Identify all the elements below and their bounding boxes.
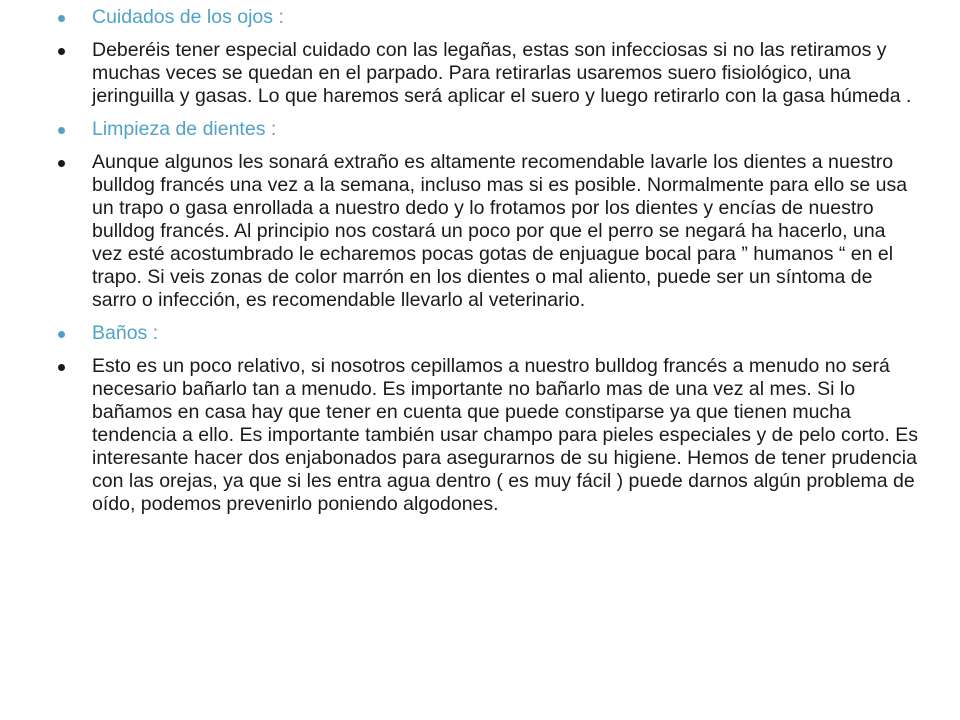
bullet-dot-icon — [58, 48, 65, 55]
heading-baths: Baños : — [92, 322, 159, 344]
heading-teeth-cleaning: Limpieza de dientes : — [92, 118, 277, 140]
bullet-dot-icon — [58, 160, 65, 167]
bullet-dot-icon — [58, 127, 65, 134]
bullet-dot-icon — [58, 364, 65, 371]
paragraph-eye-care: Deberéis tener especial cuidado con las legañas, estas son infecciosas si no las retiramos y muchas veces se quedan en el parpado. Para retirarlas usaremos suero fisiológico, una jeringuilla y gasas. Lo que haremos será aplicar el suero y luego retirarlo con la gasa húmeda . — [92, 39, 912, 107]
bullet-dot-icon — [58, 331, 65, 338]
bullet-heading-eye-care — [58, 6, 918, 29]
bullet-list — [58, 6, 918, 526]
paragraph-teeth-cleaning: Aunque algunos les sonará extraño es altamente recomendable lavarle los dientes a nuestro bulldog francés una vez a la semana, incluso mas si es posible. Normalmente para ello se usa un trapo o gasa enrollada a nuestro dedo y lo frotamos por los dientes y encías de nuestro bulldog francés. Al principio nos costará un poco por que el perro se negará ha hacerlo, una vez esté acostumbrado le echaremos pocas gotas de enjuague bocal para ” humanos “ en el trapo. Si veis zonas de color marrón en los dientes o mal aliento, puede ser un síntoma de sarro o infección, es recomendable llevarlo al veterinario. — [92, 151, 908, 311]
bullet-body-baths — [58, 355, 918, 516]
paragraph-baths: Esto es un poco relativo, si nosotros cepillamos a nuestro bulldog francés a menudo no será necesario bañarlo tan a menudo. Es importante no bañarlo mas de una vez al mes. Si lo bañamos en casa hay que tener en cuenta que puede constiparse ya que tienen mucha tendencia a ello. Es importante también usar champo para pieles especiales y de pelo corto. Es interesante hacer dos enjabonados para asegurarnos de su higiene. Hemos de tener prudencia con las orejas, ya que si les entra agua dentro ( es muy fácil ) puede darnos algún problema de oído, podemos prevenirlo poniendo algodones. — [92, 355, 918, 515]
bullet-dot-icon — [58, 15, 65, 22]
bullet-body-teeth-cleaning — [58, 151, 918, 312]
heading-eye-care: Cuidados de los ojos : — [92, 6, 284, 28]
bullet-body-eye-care — [58, 39, 918, 108]
bullet-heading-baths — [58, 322, 918, 345]
bullet-heading-teeth-cleaning — [58, 118, 918, 141]
